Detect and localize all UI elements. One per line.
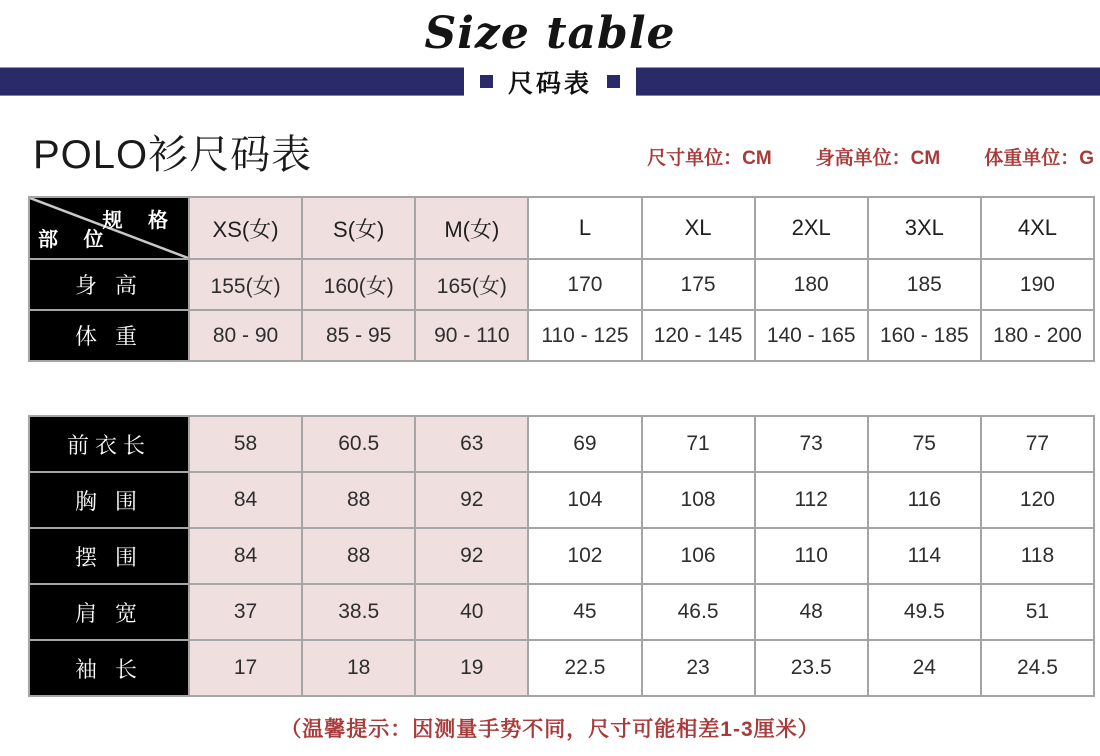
cell: 60.5 (302, 416, 415, 472)
cell: 165(女) (415, 259, 528, 310)
cell: 80 - 90 (189, 310, 302, 361)
cell: 45 (528, 584, 641, 640)
column-header: M(女) (415, 197, 528, 259)
cell: 110 - 125 (528, 310, 641, 361)
unit-size: 尺寸单位：CM (647, 148, 772, 169)
cell: 175 (642, 259, 755, 310)
cell: 24.5 (981, 640, 1094, 696)
cell: 108 (642, 472, 755, 528)
row-label: 摆 围 (29, 528, 189, 584)
row-label: 前衣长 (29, 416, 189, 472)
cell: 92 (415, 472, 528, 528)
column-header: XL (642, 197, 755, 259)
table-row-chest (29, 472, 1094, 528)
cell: 84 (189, 528, 302, 584)
cell: 106 (642, 528, 755, 584)
banner-bar-left (0, 67, 464, 96)
cell: 180 (755, 259, 868, 310)
cell: 23 (642, 640, 755, 696)
cell: 185 (868, 259, 981, 310)
cell: 155(女) (189, 259, 302, 310)
cell: 102 (528, 528, 641, 584)
cell: 112 (755, 472, 868, 528)
cell: 140 - 165 (755, 310, 868, 361)
spec-table-top (28, 196, 1095, 362)
cell: 73 (755, 416, 868, 472)
corner-cell (29, 197, 189, 259)
table-row-weight (29, 310, 1094, 361)
cell: 24 (868, 640, 981, 696)
unit-height: 身高单位：CM (815, 148, 941, 169)
cell: 180 - 200 (981, 310, 1094, 361)
cell: 71 (642, 416, 755, 472)
corner-spec-label: 规 格 (102, 210, 178, 232)
cell: 49.5 (868, 584, 981, 640)
column-header: XS(女) (189, 197, 302, 259)
cell: 75 (868, 416, 981, 472)
cell: 92 (415, 528, 528, 584)
cell: 120 (981, 472, 1094, 528)
table-row-hem (29, 528, 1094, 584)
measurement-tip: （温馨提示：因测量手势不同，尺寸可能相差1-3厘米） (280, 718, 820, 741)
cell: 69 (528, 416, 641, 472)
row-label: 肩 宽 (29, 584, 189, 640)
banner-title: 尺码表 (508, 69, 593, 98)
cell: 116 (868, 472, 981, 528)
row-label: 体 重 (29, 310, 189, 361)
cell: 114 (868, 528, 981, 584)
spec-table-bottom (28, 415, 1095, 697)
cell: 90 - 110 (415, 310, 528, 361)
cell: 104 (528, 472, 641, 528)
cell: 17 (189, 640, 302, 696)
cell: 88 (302, 528, 415, 584)
cell: 37 (189, 584, 302, 640)
column-header: S(女) (302, 197, 415, 259)
cell: 190 (981, 259, 1094, 310)
table-row-sleeve (29, 640, 1094, 696)
cell: 84 (189, 472, 302, 528)
column-header: 4XL (981, 197, 1094, 259)
cell: 170 (528, 259, 641, 310)
row-label: 袖 长 (29, 640, 189, 696)
cell: 19 (415, 640, 528, 696)
table-header-row (29, 197, 1094, 259)
table-row-height (29, 259, 1094, 310)
cell: 40 (415, 584, 528, 640)
cell: 58 (189, 416, 302, 472)
cell: 110 (755, 528, 868, 584)
cell: 18 (302, 640, 415, 696)
cell: 118 (981, 528, 1094, 584)
cell: 46.5 (642, 584, 755, 640)
cell: 23.5 (755, 640, 868, 696)
square-bullet-icon (607, 75, 620, 88)
cell: 63 (415, 416, 528, 472)
section-heading-row (33, 133, 1094, 177)
cell: 85 - 95 (302, 310, 415, 361)
page-title-english: Size table (424, 8, 676, 59)
cell: 48 (755, 584, 868, 640)
cell: 51 (981, 584, 1094, 640)
cell: 160 - 185 (868, 310, 981, 361)
cell: 77 (981, 416, 1094, 472)
table-row-shoulder (29, 584, 1094, 640)
row-label: 胸 围 (29, 472, 189, 528)
units-note (647, 143, 1094, 177)
cell: 160(女) (302, 259, 415, 310)
row-label: 身 高 (29, 259, 189, 310)
navy-banner (0, 67, 1100, 96)
square-bullet-icon (480, 75, 493, 88)
table-row-front-length (29, 416, 1094, 472)
corner-part-label: 部 位 (38, 229, 114, 251)
banner-center (464, 64, 636, 100)
unit-weight: 体重单位：G (984, 148, 1094, 169)
column-header: L (528, 197, 641, 259)
cell: 22.5 (528, 640, 641, 696)
cell: 120 - 145 (642, 310, 755, 361)
column-header: 3XL (868, 197, 981, 259)
table-heading: POLO衫尺码表 (33, 133, 313, 177)
cell: 38.5 (302, 584, 415, 640)
column-header: 2XL (755, 197, 868, 259)
cell: 88 (302, 472, 415, 528)
banner-bar-right (636, 67, 1100, 96)
